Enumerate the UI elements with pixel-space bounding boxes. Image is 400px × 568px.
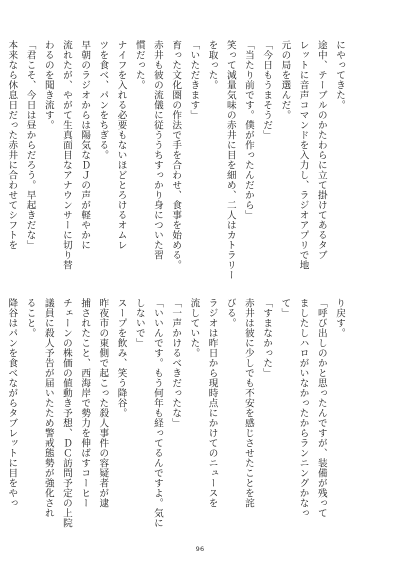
text-line: 赤井は彼に少しでも不安を感じさせたことを詫	[242, 298, 254, 508]
text-line: 「君こそ、今日は昼からだろう。早起きだな」	[24, 40, 36, 250]
text-line: 笑って減量気味の赤井に目を細め、二人はカトラリー	[224, 40, 236, 280]
text-line: 「いただきます」	[188, 40, 200, 120]
text-line: 降谷はパンを食べながらタブレットに目をやっ	[6, 298, 18, 508]
text-line: 「すまなかった」	[261, 298, 273, 378]
text-line: 慣だった。	[133, 40, 145, 90]
text-line: て」	[279, 298, 291, 318]
text-line: 「いいんです。もう何年も経ってるんですよ。気に	[151, 298, 163, 528]
lower-text-block	[0, 298, 348, 534]
text-line: にやってきた。	[334, 40, 345, 110]
text-line: レットに音声コマンドを入力し、ラジオアプリで地	[297, 40, 309, 270]
text-line: ましたしハロがいなかったからランニングかなっ	[297, 298, 309, 518]
upper-text-block	[0, 40, 348, 280]
text-line: 捕されたこと、西海岸で勢力を伸ばすコーヒー	[79, 298, 91, 508]
text-line: 流していた。	[188, 298, 200, 358]
text-line: ること。	[24, 298, 36, 338]
text-line: 元の局を選んだ。	[279, 40, 291, 120]
text-line: り戻す。	[334, 298, 345, 338]
text-line: ナイフを入れる必要もないほどとろけるオムレ	[115, 40, 127, 250]
text-line: 途中、テーブルのかたわらに立て掛けてあるタブ	[315, 40, 327, 260]
text-line: 早朝のラジオからは陽気なＤＪの声が軽やかに	[79, 40, 91, 250]
text-line: チェーンの株価の値動き予想、ＤＣ訪問予定の上院	[60, 298, 72, 528]
text-line: ツを食べ、パンをちぎる。	[97, 40, 109, 160]
text-line: びる。	[224, 298, 236, 328]
text-line: 流れたが、やがて生真面目なアナウンサーに切り替	[60, 40, 72, 270]
text-line: 本来なら休息日だった赤井に合わせてシフトを	[6, 40, 18, 250]
page-number: 96	[195, 545, 205, 553]
text-line: わるのを聞き流す。	[42, 40, 54, 130]
text-line: しないで」	[133, 298, 145, 348]
text-line: 育った文化圏の作法で手を合わせ、食事を始める。	[170, 40, 182, 270]
text-line: 昨夜市の東側で起こった殺人事件の容疑者が逮	[97, 298, 109, 508]
text-line: 赤井も彼の流儀に従ううちすっかり身についた習	[151, 40, 163, 260]
text-line: 「当たり前です。僕が作ったんだから」	[242, 40, 254, 220]
text-line: を取った。	[206, 40, 218, 90]
text-line: 「一声かけるべきだったな」	[170, 298, 182, 428]
text-line: 「今日もうまそうだ」	[261, 40, 273, 140]
text-line: 「呼び出しのかと思ったんですが、装備が残って	[315, 298, 327, 518]
text-line: スープを飲み、笑う降谷。	[115, 298, 127, 418]
text-line: 議員に殺人予告が届いたため警戒態勢が強化され	[42, 298, 54, 518]
text-line: ラジオは昨日から現時点にかけてのニュースを	[206, 298, 218, 508]
